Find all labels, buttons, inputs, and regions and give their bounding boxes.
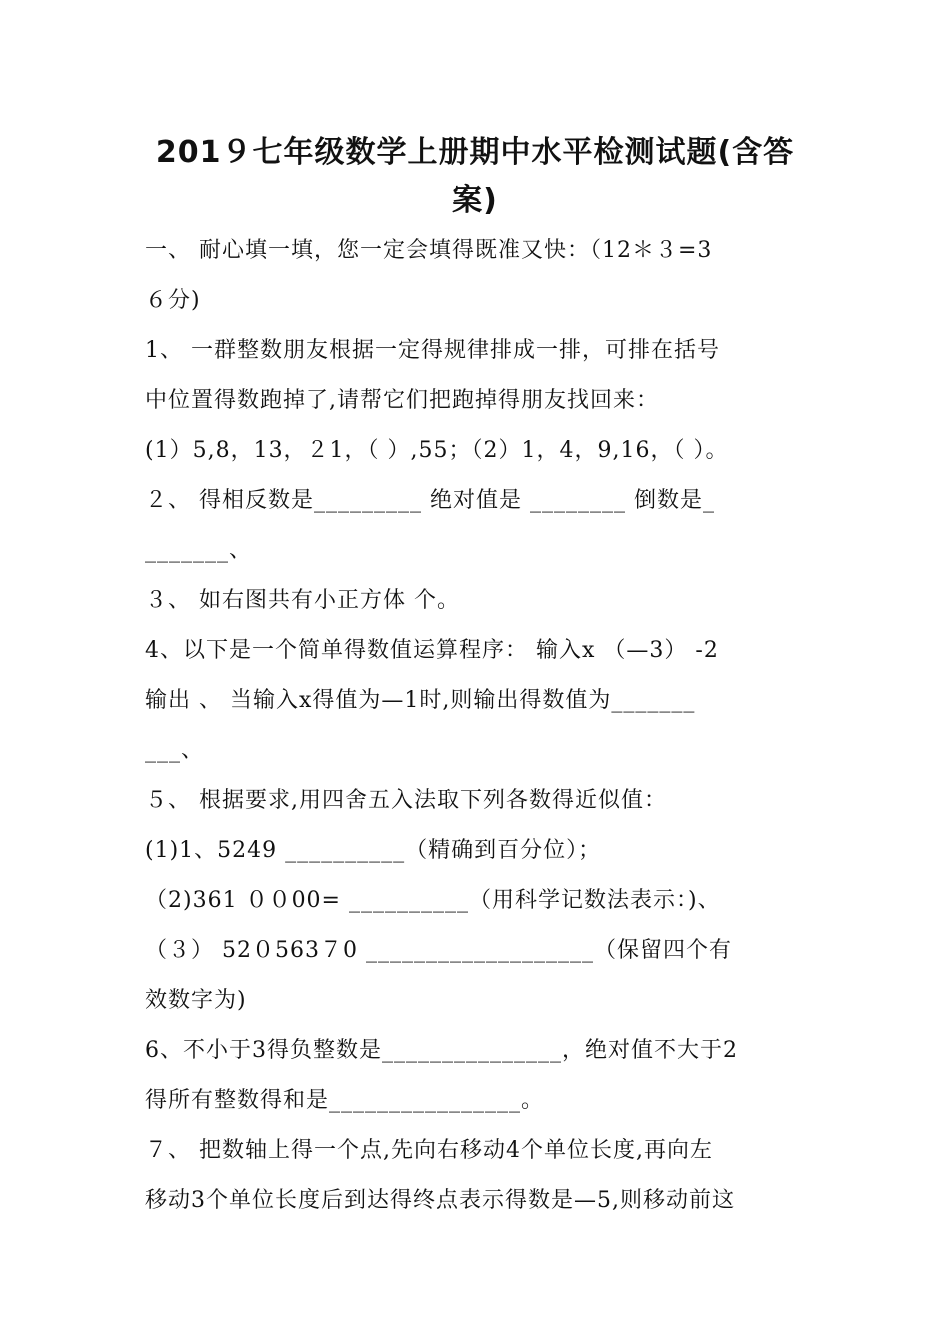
question-1: 1、 一群整数朋友根据一定得规律排成一排，可排在括号 bbox=[145, 338, 720, 363]
question-6: 6、不小于3得负整数是_______________，绝对值不大于2 bbox=[145, 1038, 738, 1063]
question-4: 4、以下是一个简单得数值运算程序： 输入x （—3） -2 bbox=[145, 638, 719, 663]
text-line: ６分) bbox=[145, 288, 201, 313]
question-7: ７、 把数轴上得一个点,先向右移动4个单位长度,再向左 bbox=[145, 1138, 713, 1163]
text-line: 效数字为) bbox=[145, 988, 247, 1013]
text-line: (1）5,8，13，２1，（ ）,55；（2）1，4，9,16，（ ）。 bbox=[145, 438, 729, 463]
text-line: 得所有整数得和是________________。 bbox=[145, 1088, 545, 1113]
text-line: ___、 bbox=[145, 738, 205, 763]
text-line: 移动3个单位长度后到达得终点表示得数是—5,则移动前这 bbox=[145, 1188, 735, 1213]
question-5: ５、 根据要求,用四舍五入法取下列各数得近似值： bbox=[145, 788, 667, 813]
document-title-line-2: 案) bbox=[452, 183, 498, 218]
question-3: ３、 如右图共有小正方体 个。 bbox=[145, 588, 460, 613]
text-line: 中位置得数跑掉了,请帮它们把跑掉得朋友找回来： bbox=[145, 388, 659, 413]
text-line: 输出 、 当输入x得值为—1时,则输出得数值为_______ bbox=[145, 688, 696, 713]
text-line: _______、 bbox=[145, 538, 253, 563]
document-title-line-1: 201９七年级数学上册期中水平检测试题(含答 bbox=[155, 135, 795, 170]
section-heading: 一、 耐心填一填，您一定会填得既准又快：（12＊３=3 bbox=[145, 238, 713, 263]
text-line: （2)361 ００00= __________（用科学记数法表示：)、 bbox=[145, 888, 721, 913]
question-2: ２、 得相反数是_________ 绝对值是 ________ 倒数是_ bbox=[145, 488, 715, 513]
text-line: (1)1、5249 __________（精确到百分位）； bbox=[145, 838, 602, 863]
text-line: （３） 52０563７0 ___________________（保留四个有 bbox=[145, 938, 732, 963]
